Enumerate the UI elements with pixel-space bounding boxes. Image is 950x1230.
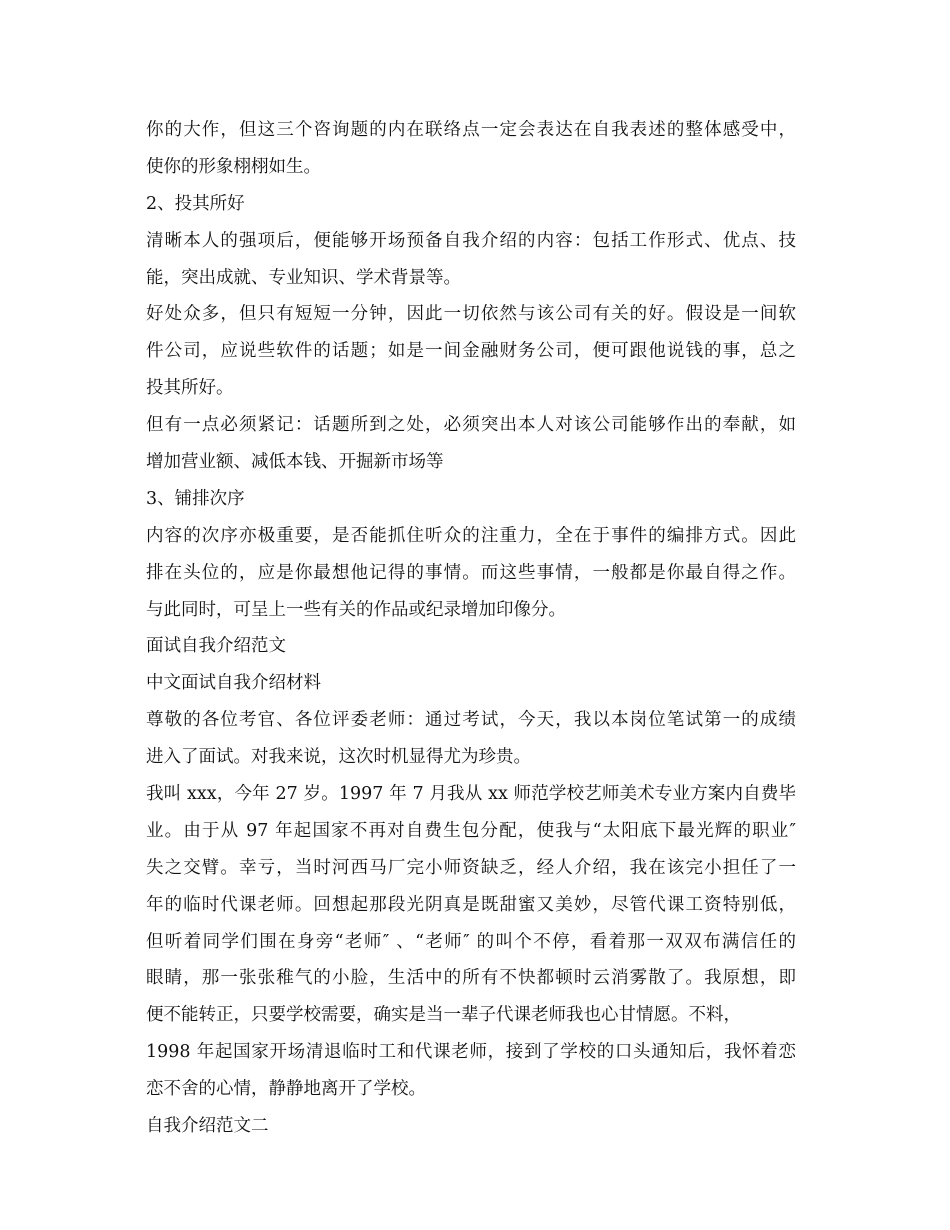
text-line: 3、铺排次序 [146, 488, 245, 509]
text-line: 业。由于从 97 年起国家不再对自费生包分配，使我与“太阳底下最光辉的职业″ [146, 820, 796, 841]
text-line: 1998 年起国家开场清退临时工和代课老师，接到了学校的口头通知后，我怀着恋 [146, 1042, 796, 1063]
text-line: 失之交臂。幸亏，当时河西马厂完小师资缺乏，经人介绍，我在该完小担任了一 [146, 857, 796, 878]
text-line: 我叫 xxx，今年 27 岁。1997 年 7 月我从 xx 师范学校艺师美术专业方案内自费毕 [146, 784, 796, 805]
text-line: 尊敬的各位考官、各位评委老师：通过考试，今天，我以本岗位笔试第一的成绩 [146, 710, 796, 731]
text-line: 但有一点必须紧记：话题所到之处，必须突出本人对该公司能够作出的奉献，如 [146, 415, 796, 436]
text-line: 眼睛，那一张张稚气的小脸，生活中的所有不快都顿时云消雾散了。我原想，即 [146, 968, 796, 989]
text-line: 增加营业额、减低本钱、开掘新市场等 [146, 452, 444, 473]
text-line: 恋不舍的心情，静静地离开了学校。 [146, 1079, 426, 1100]
text-line: 与此同时，可呈上一些有关的作品或纪录增加印像分。 [146, 599, 566, 620]
text-line: 清晰本人的强项后，便能够开场预备自我介绍的内容：包括工作形式、优点、技 [146, 230, 796, 251]
text-line: 使你的形象栩栩如生。 [146, 156, 321, 177]
text-line: 面试自我介绍范文 [146, 636, 286, 657]
text-line: 投其所好。 [146, 378, 234, 399]
text-line: 进入了面试。对我来说，这次时机显得尤为珍贵。 [146, 747, 531, 768]
text-line: 自我介绍范文二 [146, 1116, 269, 1137]
text-line: 好处众多，但只有短短一分钟，因此一切依然与该公司有关的好。假设是一间软 [146, 304, 796, 325]
text-line: 但听着同学们围在身旁“老师″ 、“老师″ 的叫个不停，看着那一双双布满信任的 [146, 931, 796, 952]
text-line: 件公司，应说些软件的话题；如是一间金融财务公司，便可跟他说钱的事，总之 [146, 341, 796, 362]
text-line: 2、投其所好 [146, 193, 245, 214]
text-line: 中文面试自我介绍材料 [146, 673, 321, 694]
text-line: 年的临时代课老师。回想起那段光阴真是既甜蜜又美妙，尽管代课工资特别低， [146, 894, 796, 915]
document-body [146, 112, 806, 1145]
text-line: 能，突出成就、专业知识、学术背景等。 [146, 267, 461, 288]
text-line: 内容的次序亦极重要，是否能抓住听众的注重力，全在于事件的编排方式。因此 [146, 525, 796, 546]
text-line: 排在头位的，应是你最想他记得的事情。而这些事情，一般都是你最自得之作。 [146, 562, 796, 583]
text-line: 便不能转正，只要学校需要，确实是当一辈子代课老师我也心甘情愿。不料， [146, 1005, 741, 1026]
text-line: 你的大作，但这三个咨询题的内在联络点一定会表达在自我表述的整体感受中， [146, 120, 796, 140]
